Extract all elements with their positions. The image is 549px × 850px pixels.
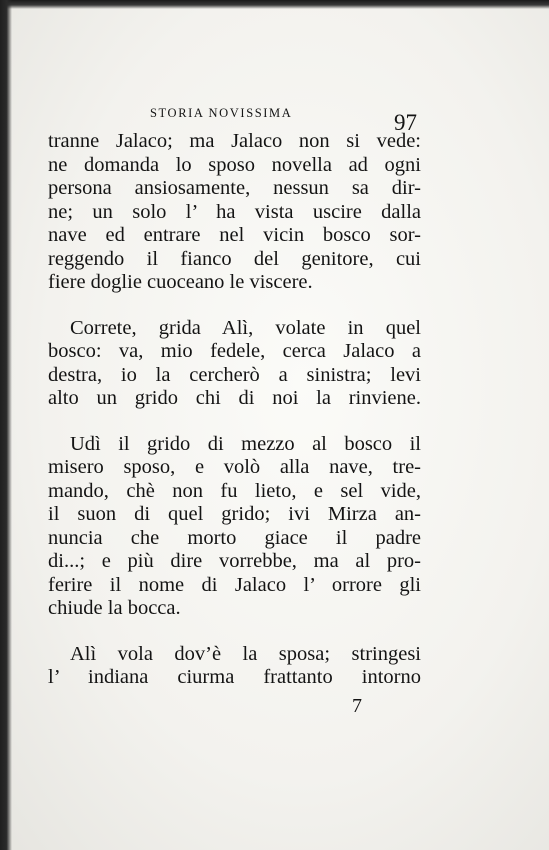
text-line: persona ansiosamente, nessun sa dir- bbox=[48, 177, 421, 199]
text-line: Correte, grida Alì, volate in quel bbox=[70, 316, 421, 339]
text-line: misero sposo, e volò alla nave, tre- bbox=[48, 456, 421, 478]
text-line: nuncia che morto giace il padre bbox=[48, 526, 421, 549]
text-line: tranne Jalaco; ma Jalaco non si vede: bbox=[48, 130, 421, 152]
paragraph bbox=[48, 433, 421, 621]
text-line: Udì il grido di mezzo al bosco il bbox=[70, 432, 421, 455]
text-line: ne domanda lo sposo novella ad ogni bbox=[48, 153, 421, 176]
text-line: destra, io la cercherò a sinistra; levi bbox=[48, 363, 421, 386]
paragraph bbox=[48, 317, 421, 411]
text-line: bosco: va, mio fedele, cerca Jalaco a bbox=[48, 340, 421, 362]
text-line: fiere doglie cuoceano le viscere. bbox=[48, 271, 313, 293]
page-binding-edge bbox=[0, 0, 12, 850]
running-title: STORIA NOVISSIMA bbox=[150, 106, 293, 120]
text-line: chiude la bocca. bbox=[48, 597, 181, 619]
text-line: alto un grido chi di noi la rinviene. bbox=[48, 387, 421, 409]
paragraph-gap bbox=[48, 411, 421, 433]
text-line: reggendo il fianco del genitore, cui bbox=[48, 247, 421, 270]
page-top-edge bbox=[0, 0, 549, 9]
signature-mark: 7 bbox=[352, 695, 362, 717]
text-line: l’ indiana ciurma frattanto intorno bbox=[48, 666, 421, 688]
paragraph-gap bbox=[48, 621, 421, 643]
paragraph-gap bbox=[48, 295, 421, 317]
paragraph bbox=[48, 643, 421, 690]
text-line: Alì vola dov’è la sposa; stringesi bbox=[70, 642, 421, 665]
text-line: ne; un solo l’ ha vista uscire dalla bbox=[48, 200, 421, 223]
text-line: il suon di quel grido; ivi Mirza an- bbox=[48, 503, 421, 525]
text-line: ferire il nome di Jalaco l’ orrore gli bbox=[48, 573, 421, 596]
body-text bbox=[48, 130, 421, 690]
paragraph bbox=[48, 130, 421, 295]
text-line: di...; e più dire vorrebbe, ma al pro- bbox=[48, 550, 421, 572]
page-number: 97 bbox=[394, 110, 417, 135]
text-line: nave ed entrare nel vicin bosco sor- bbox=[48, 224, 421, 246]
text-line: mando, chè non fu lieto, e sel vide, bbox=[48, 479, 421, 502]
